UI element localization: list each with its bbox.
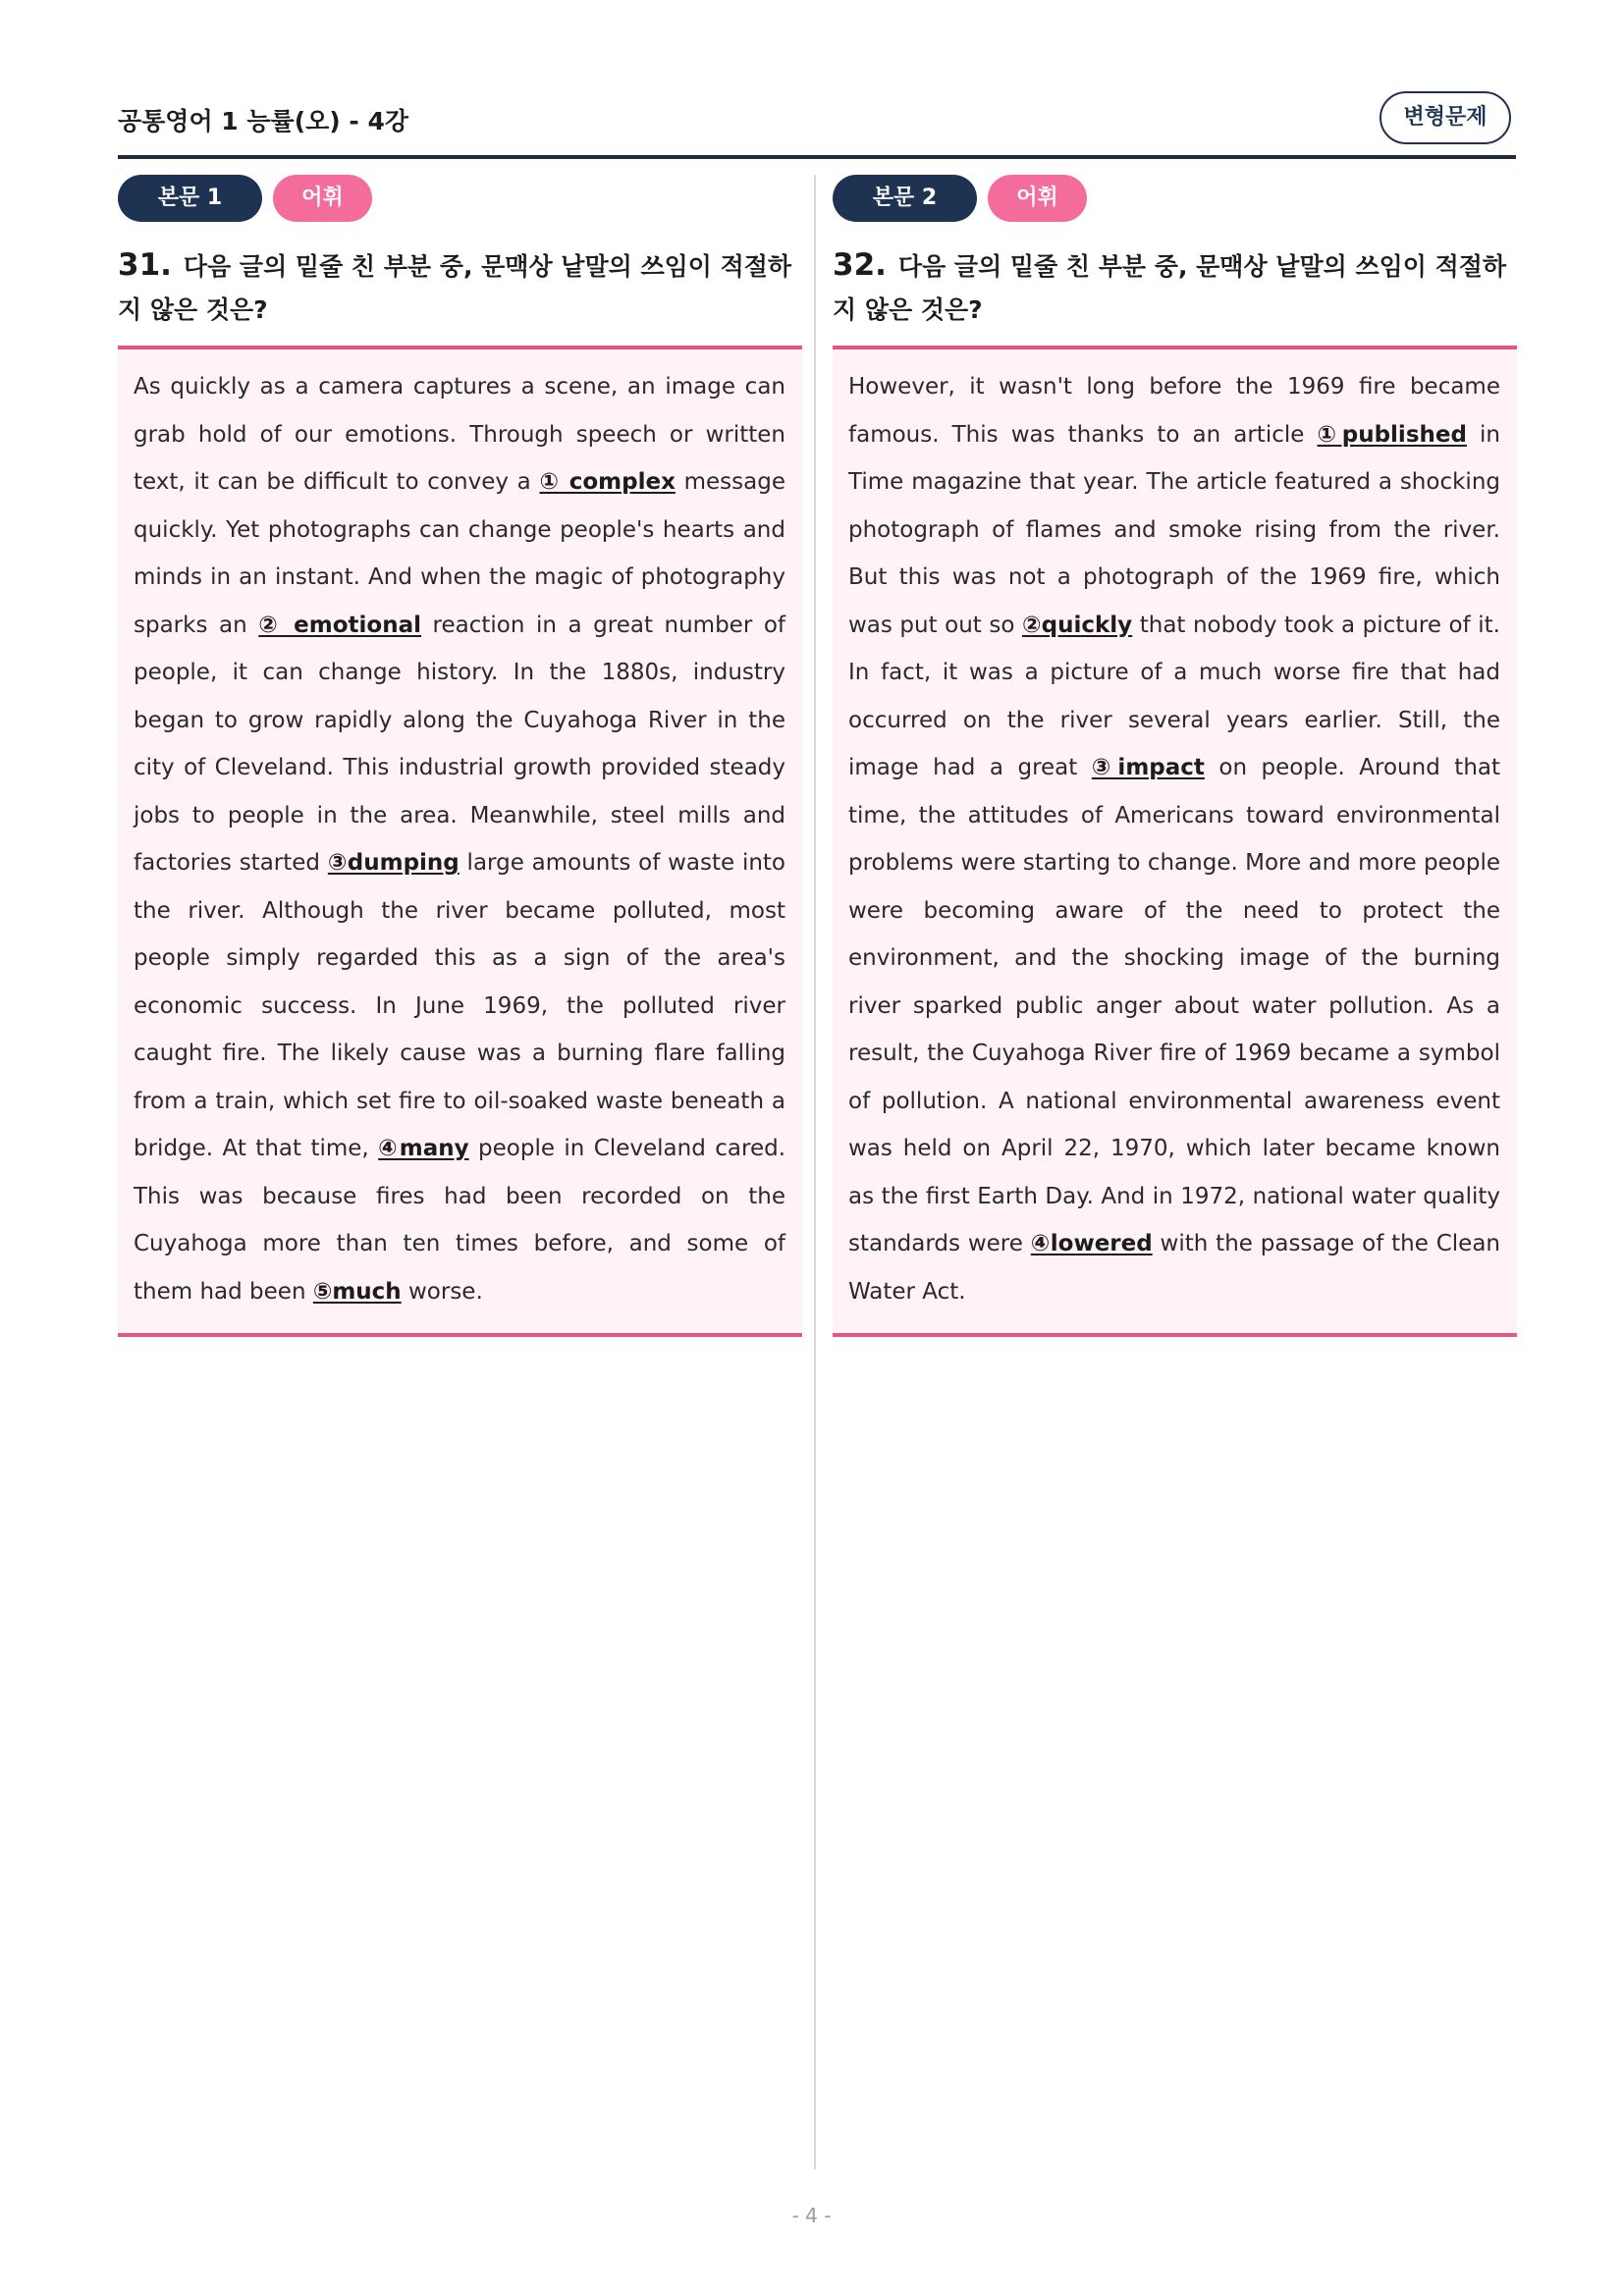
- passage-text: reaction in a great number of people, it can change history. In the 1880s, industry began to grow rapidly along the Cuyahoga River in the city of Cleveland. This industrial growth provided steady jobs to people in the area. Meanwhile, steel mills and factories started: [134, 612, 785, 876]
- passage-box: [833, 349, 1517, 1333]
- underlined-choice: ①published: [1317, 421, 1467, 448]
- column-divider: [814, 175, 816, 2169]
- passage-bottom-rule: [833, 1333, 1517, 1337]
- question-text: 다음 글의 밑줄 친 부분 중, 문맥상 낱말의 쓰임이 적절하지 않은 것은?: [118, 252, 792, 324]
- passage-text: people in Cleveland cared. This was because fires had been recorded on the Cuyahoga more than ten times before, and some of them had been: [134, 1136, 785, 1305]
- underlined-choice: ③dumping: [327, 850, 460, 876]
- underlined-choice: ① complex: [539, 469, 676, 495]
- question-32: [833, 243, 1517, 332]
- vocabulary-tag: 어휘: [273, 175, 372, 222]
- passage-text: large amounts of waste into the river. Although the river became polluted, most people simply regarded this as a sign of the area's economic success. In June 1969, the polluted river caught fire. The likely cause was a burning flare falling from a train, which set fire to oil-soaked waste beneath a bridge. At that time,: [134, 850, 785, 1161]
- passage-tag: 본문 2: [833, 175, 977, 222]
- question-31: [118, 243, 802, 332]
- vocabulary-tag: 어휘: [988, 175, 1087, 222]
- passage-text: message quickly. Yet photographs can change people's hearts and minds in an instant. And when the magic of photography sparks an: [134, 469, 785, 638]
- passage-text: in Time magazine that year. The article featured a shocking photograph of flames and smoke rising from the river. But this was not a photograph of the 1969 fire, which was put out so: [848, 421, 1501, 638]
- underlined-choice: ③impact: [1091, 755, 1205, 780]
- underlined-choice: ④many: [378, 1136, 469, 1161]
- left-column: [118, 175, 802, 1337]
- page-title: 공통영어 1 능률(오) - 4강: [118, 107, 409, 135]
- page-number: - 4 -: [791, 2204, 832, 2227]
- underlined-choice: ② emotional: [258, 612, 421, 638]
- passage-text: with the passage of the Clean Water Act.: [848, 1231, 1500, 1305]
- passage-tag: 본문 1: [118, 175, 262, 222]
- underlined-choice: ②quickly: [1021, 612, 1133, 638]
- question-text: 다음 글의 밑줄 친 부분 중, 문맥상 낱말의 쓰임이 적절하지 않은 것은?: [833, 252, 1507, 324]
- passage-text: that nobody took a picture of it. In fact, it was a picture of a much worse fire that had occurred on the river several years earlier. Still, the image had a great: [848, 612, 1500, 780]
- passage-text: on people. Around that time, the attitudes of Americans toward environmental problems were starting to change. More and more people were becoming aware of the need to protect the environment, and the shocking image of the burning river sparked public anger about water pollution. As a result, the Cuyahoga River fire of 1969 became a symbol of pollution. A national environmental awareness event was held on April 22, 1970, which later became known as the first Earth Day. And in 1972, national water quality standards were: [848, 755, 1501, 1256]
- right-column: [833, 175, 1517, 1337]
- passage-bottom-rule: [118, 1333, 802, 1337]
- underlined-choice: ④lowered: [1030, 1231, 1153, 1256]
- question-number: 31.: [118, 247, 172, 283]
- passage-text: However, it wasn't long before the 1969 fire became famous. This was thanks to an article: [848, 374, 1500, 448]
- passage-text: As quickly as a camera captures a scene, an image can grab hold of our emotions. Through speech or written text, it can be difficult to convey a: [134, 374, 785, 495]
- question-number: 32.: [833, 247, 887, 283]
- underlined-choice: ⑤much: [312, 1278, 402, 1305]
- passage-box: [118, 349, 802, 1333]
- right-tags: [833, 175, 1517, 222]
- variant-problem-badge: 변형문제: [1380, 91, 1511, 144]
- left-tags: [118, 175, 802, 222]
- passage-text: worse.: [401, 1278, 483, 1305]
- header-rule: [118, 155, 1516, 159]
